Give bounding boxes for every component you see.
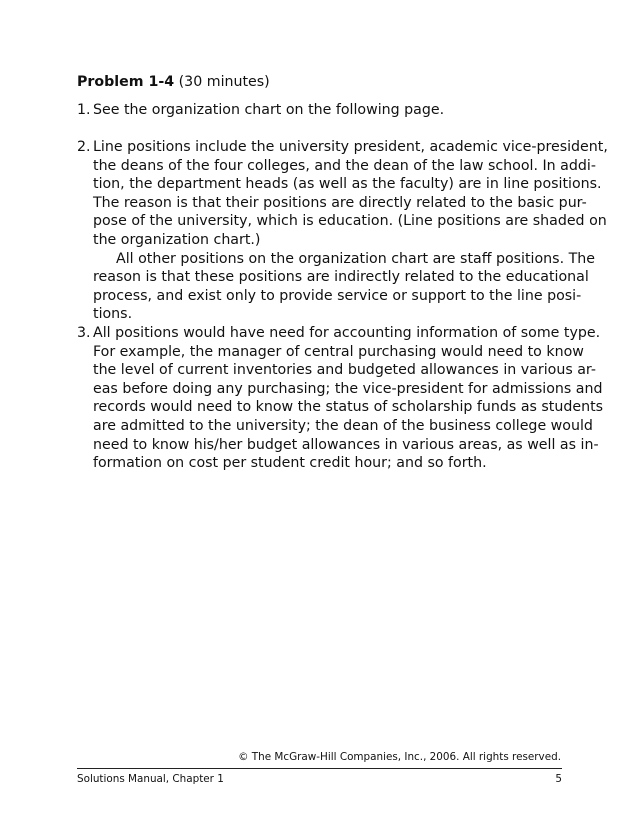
text-line: pose of the university, which is education. (Line positions are shaded on bbox=[93, 213, 607, 230]
text-line: are admitted to the university; the dean of the business college would bbox=[93, 417, 593, 434]
text-line: For example, the manager of central purchasing would need to know bbox=[93, 343, 584, 360]
copyright-notice: © The McGraw-Hill Companies, Inc., 2006. All rights reserved. bbox=[238, 751, 561, 763]
list-item-number: 1. bbox=[77, 102, 91, 118]
text-line: the deans of the four colleges, and the dean of the law school. In addi- bbox=[93, 157, 596, 174]
page-number: 5 bbox=[555, 773, 562, 785]
text-line: tion, the department heads (as well as the faculty) are in line positions. bbox=[93, 176, 602, 193]
text-line: records would need to know the status of scholarship funds as students bbox=[93, 399, 604, 416]
text-line: See the organization chart on the following page. bbox=[93, 102, 445, 118]
text-line: reason is that these positions are indirectly related to the educational bbox=[93, 269, 589, 286]
text-line: formation on cost per student credit hour; and so forth. bbox=[93, 455, 487, 472]
text-line: The reason is that their positions are directly related to the basic pur- bbox=[93, 194, 587, 211]
problem-duration: (30 minutes) bbox=[174, 74, 270, 90]
problem-label: Problem 1-4 bbox=[77, 74, 175, 90]
problem-heading bbox=[77, 73, 270, 91]
footer-chapter: Solutions Manual, Chapter 1 bbox=[77, 773, 224, 785]
text-line: Line positions include the university president, academic vice-president, bbox=[93, 139, 608, 155]
text-line: All other positions on the organization chart are staff positions. The bbox=[116, 250, 595, 267]
text-line: the organization chart.) bbox=[93, 231, 261, 248]
text-line: All positions would have need for accounting information of some type. bbox=[93, 325, 601, 341]
list-item-number: 3. bbox=[77, 325, 91, 341]
text-line: tions. bbox=[93, 306, 133, 323]
text-line: eas before doing any purchasing; the vice-president for admissions and bbox=[93, 380, 603, 397]
list-item-number: 2. bbox=[77, 139, 91, 155]
text-line: the level of current inventories and budgeted allowances in various ar- bbox=[93, 362, 596, 379]
text-line: need to know his/her budget allowances in various areas, as well as in- bbox=[93, 436, 599, 453]
text-line: process, and exist only to provide service or support to the line posi- bbox=[93, 287, 582, 304]
footer-divider bbox=[77, 768, 562, 769]
